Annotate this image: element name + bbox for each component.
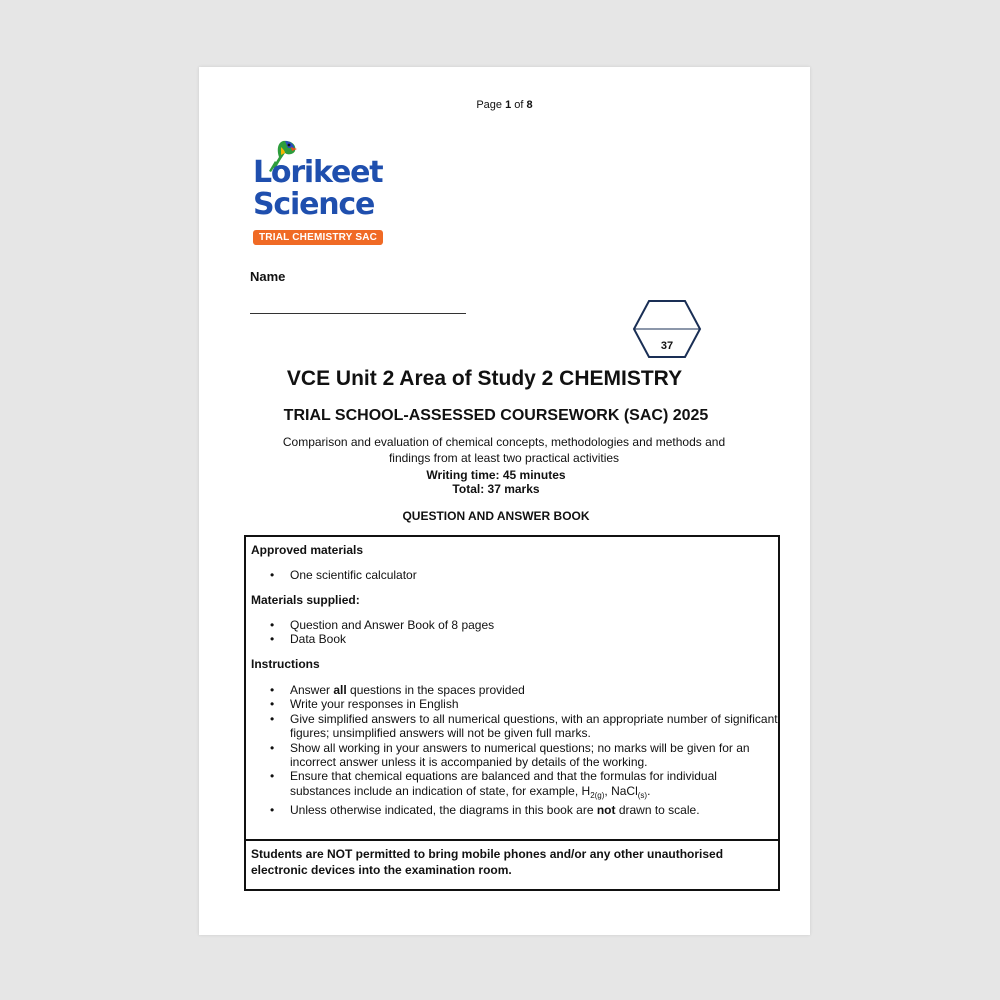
- lorikeet-science-logo: [253, 139, 403, 251]
- document-page: [199, 67, 810, 935]
- list-item: • Give simplified answers to all numerical questions, with an appropriate number of significant figures; unsimplified answers will not be given full marks.: [290, 712, 778, 741]
- list-item: • One scientific calculator: [290, 568, 778, 582]
- logo-badge: TRIAL CHEMISTRY SAC: [253, 230, 383, 245]
- document-subtitle: TRIAL SCHOOL-ASSESSED COURSEWORK (SAC) 2025: [283, 407, 709, 424]
- list-item: • Show all working in your answers to numerical questions; no marks will be given for an incorrect answer unless it is accompanied by details of the working.: [290, 741, 778, 770]
- description-text: Comparison and evaluation of chemical concepts, methodologies and methods and findings from at least two practical activities: [282, 435, 726, 465]
- approved-materials-heading: Approved materials: [251, 543, 364, 557]
- page-number: Page 1 of 8: [476, 99, 533, 111]
- document-title: VCE Unit 2 Area of Study 2 CHEMISTRY: [286, 367, 683, 390]
- instructions-box: [244, 535, 780, 891]
- logo-text-line1: Lorikeet: [253, 155, 383, 190]
- instructions-list: [246, 683, 778, 818]
- total-marks: Total: 37 marks: [452, 482, 540, 496]
- writing-time: Writing time: 45 minutes: [426, 468, 566, 482]
- materials-supplied-list: [246, 618, 778, 647]
- list-item: • Write your responses in English: [290, 697, 778, 711]
- list-item: • Unless otherwise indicated, the diagrams in this book are not drawn to scale.: [290, 803, 778, 817]
- instructions-heading: Instructions: [251, 657, 320, 671]
- list-item: • Data Book: [290, 632, 778, 646]
- box-divider: [246, 839, 778, 841]
- logo-text-line2: Science: [253, 187, 375, 222]
- materials-supplied-heading: Materials supplied:: [251, 593, 360, 607]
- list-item: • Answer all questions in the spaces provided: [290, 683, 778, 697]
- name-label: Name: [250, 269, 286, 284]
- list-item: • Ensure that chemical equations are balanced and that the formulas for individual substances include an indication of state, for example, $H_{2(g)}$, NaCl$_{(s)}$.: [290, 769, 778, 803]
- book-label: QUESTION AND ANSWER BOOK: [402, 509, 590, 523]
- score-total: 37: [660, 340, 674, 352]
- warning-text: Students are NOT permitted to bring mobile phones and/or any other unauthorised electronic devices into the examination room.: [251, 847, 724, 877]
- name-input-line[interactable]: [250, 313, 466, 314]
- list-item: • Question and Answer Book of 8 pages: [290, 618, 778, 632]
- approved-materials-list: [246, 568, 778, 582]
